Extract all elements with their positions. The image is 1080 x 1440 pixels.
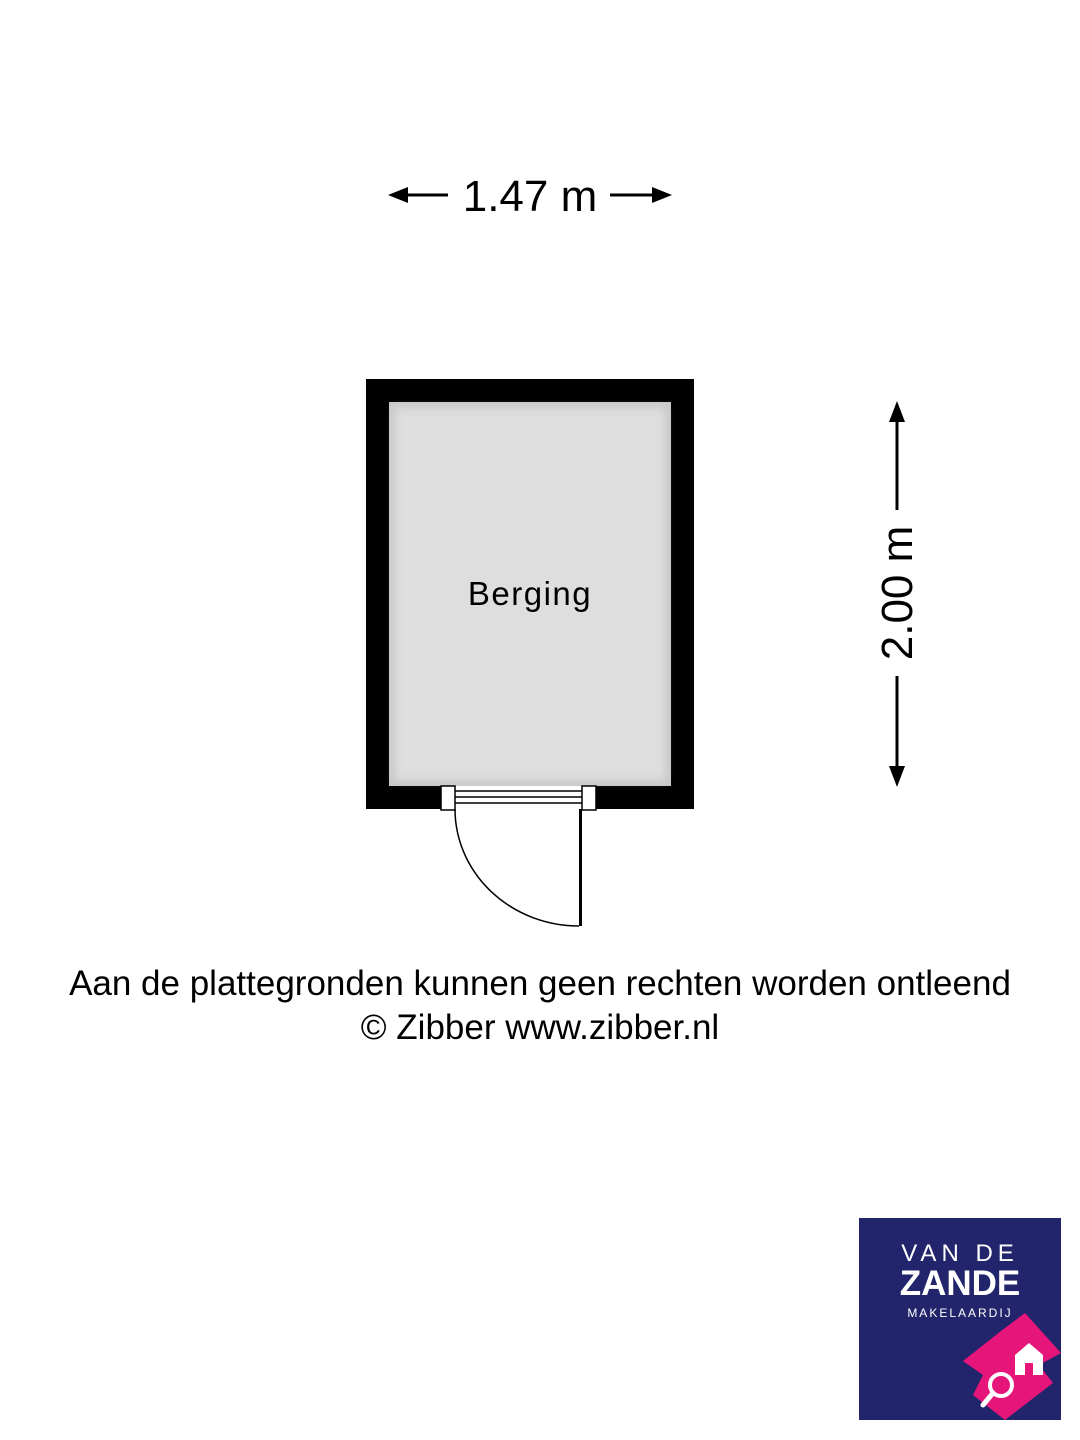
door-jamb-right [582,786,596,810]
height-label: 2.00 m [873,525,922,661]
door [441,786,596,926]
logo-line-van-de: VAN DE [901,1240,1019,1267]
agency-logo [859,1218,1061,1420]
door-opening [441,786,596,810]
copyright-text: © Zibber www.zibber.nl [360,1008,720,1047]
room-label: Berging [467,575,593,612]
logo-line-zande: ZANDE [899,1264,1021,1303]
door-leaf [579,809,582,926]
door-swing-arc [455,809,579,926]
door-jamb-left [441,786,455,810]
width-label: 1.47 m [462,172,598,221]
arrow-up-icon [889,401,905,422]
disclaimer-text: Aan de plattegronden kunnen geen rechten worden ontleend [69,964,1011,1003]
height-dimension [873,401,922,787]
house-magnifier-icon [963,1313,1061,1420]
arrow-down-icon [889,766,905,787]
arrow-left-icon [388,187,408,203]
width-dimension [388,172,672,221]
logo-line-makelaardij: MAKELAARDIJ [907,1306,1013,1320]
room-berging [366,379,694,809]
arrow-right-icon [652,187,672,203]
